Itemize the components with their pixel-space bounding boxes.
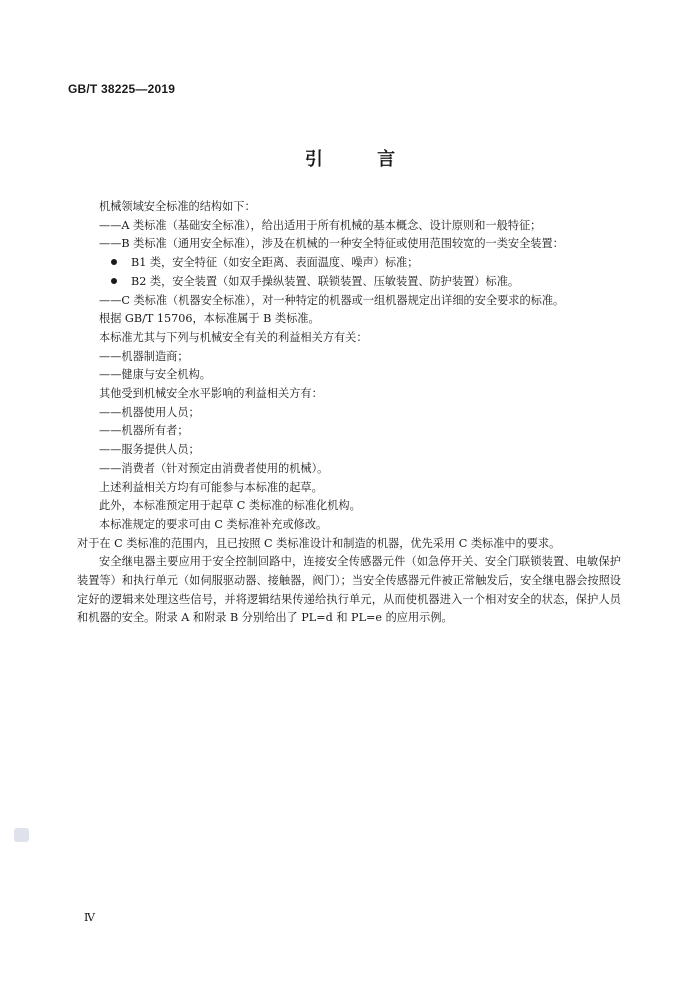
stakeholder-item: ——健康与安全机构。 xyxy=(99,368,211,382)
standard-code: GB/T 38225—2019 xyxy=(68,82,176,96)
supplement-statement: 本标准规定的要求可由 C 类标准补充或修改。 xyxy=(99,517,328,531)
priority-statement: 对于在 C 类标准的范围内，且已按照 C 类标准设计和制造的机器，优先采用 C 类标准中的要求。 xyxy=(77,536,561,550)
bullet-icon xyxy=(111,259,117,265)
bullet-item-b1 xyxy=(99,254,621,273)
type-a-item: ——A 类标准（基础安全标准），给出适用于所有机械的基本概念、设计原则和一般特征； xyxy=(99,218,542,232)
other-stakeholder-item: ——机器所有者； xyxy=(99,424,189,438)
page-title: 引 言 xyxy=(304,149,420,170)
page-number: Ⅳ xyxy=(84,911,95,924)
bullet-icon xyxy=(111,278,117,284)
other-stakeholder-item: ——机器使用人员； xyxy=(99,405,200,419)
other-stakeholder-item: ——服务提供人员； xyxy=(99,443,200,457)
participation-statement: 上述利益相关方均有可能参与本标准的起草。 xyxy=(99,480,323,494)
document-body xyxy=(77,198,621,628)
bullet-text: B1 类，安全特征（如安全距离、表面温度、噪声）标准； xyxy=(131,256,419,270)
classification-statement: 根据 GB/T 15706，本标准属于 B 类标准。 xyxy=(99,312,320,326)
relay-paragraph: 安全继电器主要应用于安全控制回路中，连接安全传感器元件（如急停开关、安全门联锁装置、电敏保护装置等）和执行单元（如伺服驱动器、接触器，阀门）；当安全传感器元件被正常触发后，安全继电器会按照设定好的逻辑来处理这些信号，并将逻辑结果传递给执行单元，从而使机器进入一个相对安全的状态，保护人员和机器的安全。附录 A 和附录 B 分别给出了 PL=d 和 PL=e 的应用示例。 xyxy=(77,555,621,625)
bullet-item-b2 xyxy=(99,273,621,292)
intended-use-statement: 此外，本标准预定用于起草 C 类标准的标准化机构。 xyxy=(99,499,361,513)
type-b-item: ——B 类标准（通用安全标准），涉及在机械的一种安全特征或使用范围较宽的一类安全装置： xyxy=(99,237,564,251)
other-stakeholder-item: ——消费者（针对预定由消费者使用的机械）。 xyxy=(99,461,329,475)
bullet-text: B2 类，安全装置（如双手操纵装置、联锁装置、压敏装置、防护装置）标准。 xyxy=(131,274,520,288)
type-c-item: ——C 类标准（机器安全标准），对一种特定的机器或一组机器规定出详细的安全要求的标准。 xyxy=(99,293,565,307)
stakeholders-intro: 本标准尤其与下列与机械安全有关的利益相关方有关： xyxy=(99,330,368,344)
others-intro: 其他受到机械安全水平影响的利益相关方有： xyxy=(99,387,323,401)
watermark-logo xyxy=(14,828,29,842)
stakeholder-item: ——机器制造商； xyxy=(99,349,189,363)
structure-intro: 机械领域安全标准的结构如下： xyxy=(99,200,256,213)
